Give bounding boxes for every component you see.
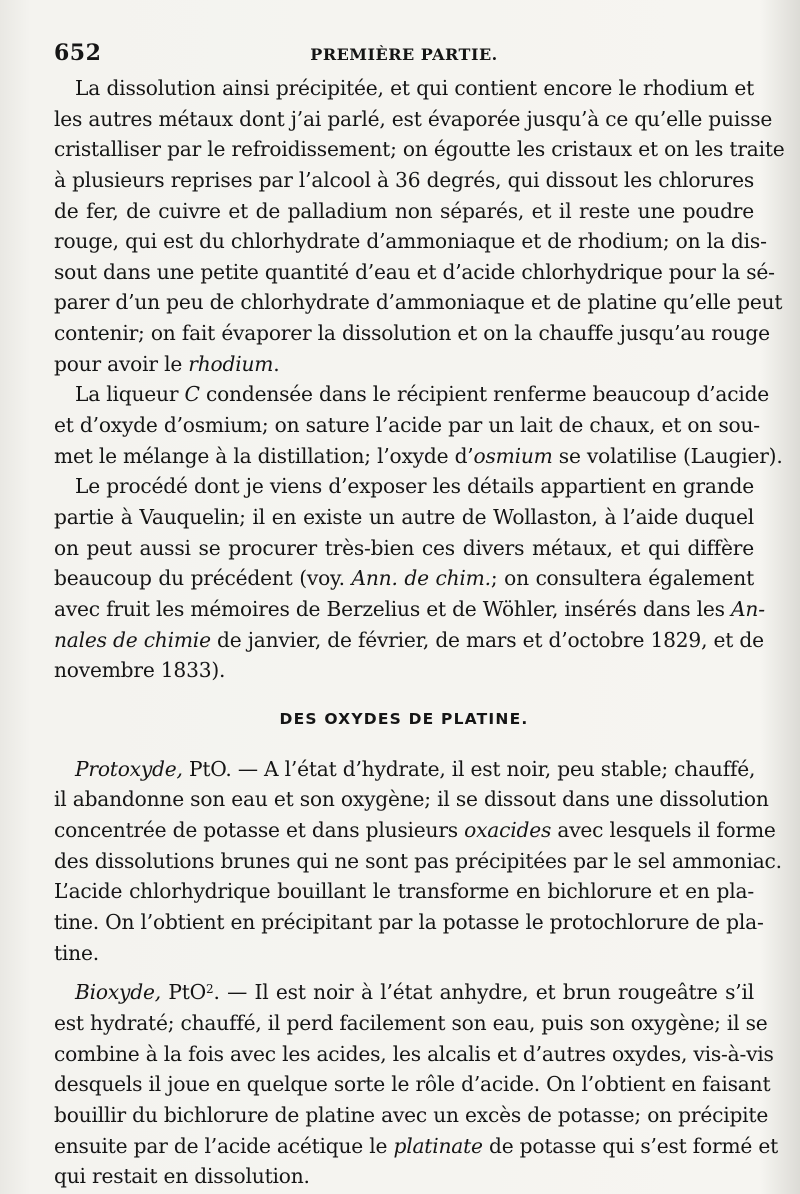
text-fragment: . — Il est noir à l’état anhydre, et brun rougeâtre s’il [213,980,754,1005]
italic-term: osmium [473,443,553,468]
text-line [54,349,754,380]
text-line: des dissolutions brunes qui ne sont pas précipitées par le sel ammoniac. [54,848,782,873]
text-line: Le procédé dont je viens d’exposer les détails appartient en grande [75,474,754,499]
text-line: desquels il joue en quelque sorte le rôle d’acide. On l’obtient en faisant [54,1072,771,1097]
italic-term: nales de chimie [54,627,211,652]
text-line: et d’oxyde d’osmium; on sature l’acide par un lait de chaux, et on sou- [54,413,760,438]
body-text [54,73,785,1192]
text-fragment: beaucoup du précédent (voy. [54,566,352,591]
text-line: L’acide chlorhydrique bouillant le transforme en bichlorure et en pla- [54,879,754,904]
page-header [54,40,754,68]
italic-term: C [184,382,200,407]
text-line [54,594,765,625]
text-line: novembre 1833). [54,658,226,683]
text-fragment: avec fruit les mémoires de Berzelius et de Wöhler, insérés dans les [54,596,732,621]
running-head: PREMIÈRE PARTIE. [310,45,498,64]
text-fragment: de potasse qui s’est formé et [482,1133,779,1158]
text-line: rouge, qui est du chlorhydrate d’ammoniaque et de rhodium; on la dis- [54,229,767,254]
text-line: parer d’un peu de chlorhydrate d’ammoniaque et de platine qu’elle peut [54,290,783,315]
paragraph-gap [54,968,754,977]
text-line: combine à la fois avec les acides, les alcalis et d’autres oxydes, vis-à-vis [54,1041,774,1066]
text-line [54,379,770,410]
text-fragment: pour avoir le [54,351,189,376]
text-line: les autres métaux dont j’ai parlé, est évaporée jusqu’à ce qu’elle puisse [54,106,773,131]
text-fragment: ensuite par de l’acide acétique le [54,1133,394,1158]
text-line [54,625,764,656]
text-fragment: met le mélange à la distillation; l’oxyde d’ [54,443,474,468]
text-line: sout dans une petite quantité d’eau et d’acide chlorhydrique pour la sé- [54,259,775,284]
text-line: bouillir du bichlorure de platine avec un excès de potasse; on précipite [54,1102,769,1127]
text-line [54,563,754,594]
text-fragment: condensée dans le récipient renferme beaucoup d’acide [199,382,770,407]
italic-term: An- [731,596,765,621]
text-fragment: PtO. — A l’état d’hydrate, il est noir, peu stable; chauffé, [182,756,756,781]
text-line [54,815,776,846]
text-line: tine. [54,940,99,965]
text-line: qui restait en dissolution. [54,1164,310,1189]
text-fragment: de janvier, de février, de mars et d’octobre 1829, et de [210,627,764,652]
text-fragment: ; on consultera également [490,566,754,591]
text-fragment: La liqueur [75,382,185,407]
text-fragment: concentrée de potasse et dans plusieurs [54,818,465,843]
italic-term: platinate [393,1133,483,1158]
text-line: La dissolution ainsi précipitée, et qui contient encore le rhodium et [75,76,754,100]
text-line [54,441,783,472]
text-fragment: avec lesquels il forme [551,818,776,843]
italic-term: Protoxyde, [75,756,183,781]
text-line: cristalliser par le refroidissement; on égoutte les cristaux et on les traite [54,137,785,162]
text-line: de fer, de cuivre et de palladium non séparés, et il reste une poudre [54,198,754,223]
superscript: 2 [206,982,214,997]
text-line: il abandonne son eau et son oxygène; il se dissout dans une dissolution [54,787,769,812]
text-line: on peut aussi se procurer très-bien ces divers métaux, et qui diffère [54,535,754,560]
italic-term: Ann. de chim. [351,566,491,591]
text-fragment: se volatilise (Laugier). [552,443,783,468]
italic-term: oxacides [464,818,552,843]
text-line: contenir; on fait évaporer la dissolution et on la chauffe jusqu’au rouge [54,321,770,346]
page-number: 652 [54,40,102,66]
italic-term: Bioxyde, [75,980,161,1005]
section-heading: DES OXYDES DE PLATINE. [279,709,529,728]
text-line [54,977,754,1008]
text-line: tine. On l’obtient en précipitant par la potasse le protochlorure de pla- [54,910,764,935]
text-fragment: PtO [160,980,206,1005]
text-line [54,754,754,785]
text-line: est hydraté; chauffé, il perd facilement son eau, puis son oxygène; il se [54,1010,768,1035]
text-line: à plusieurs reprises par l’alcool à 36 degrés, qui dissout les chlorures [54,167,754,192]
italic-term: rhodium [188,351,274,376]
text-line: partie à Vauquelin; il en existe un autre de Wollaston, à l’aide duquel [54,504,754,529]
text-fragment: . [273,351,280,376]
text-line [54,1131,779,1162]
